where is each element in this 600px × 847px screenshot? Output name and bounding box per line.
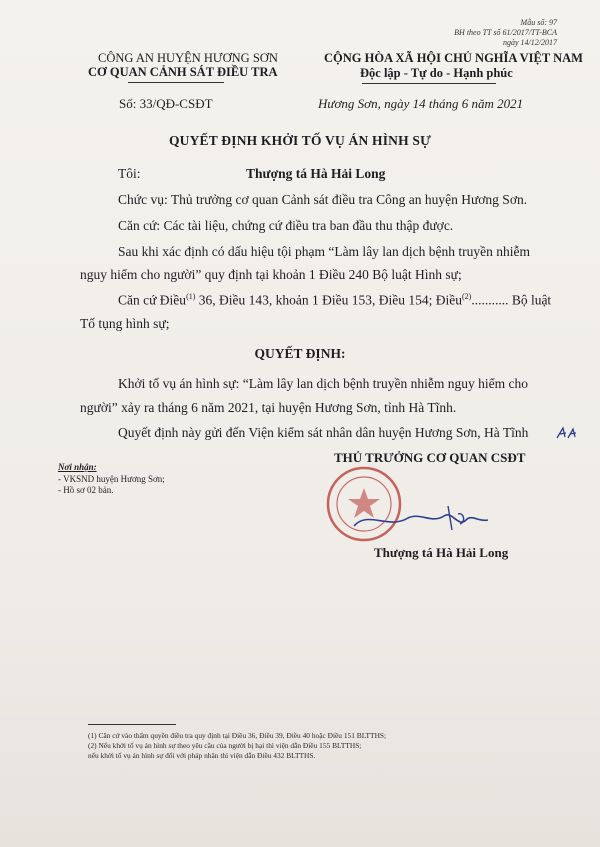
document-number: Số: 33/QĐ-CSĐT	[119, 96, 213, 111]
place-and-date: Hương Sơn, ngày 14 tháng 6 năm 2021	[318, 96, 524, 111]
basis-line-2-cont: Tố tụng hình sự;	[80, 316, 170, 331]
decision-line-1: Khởi tố vụ án hình sự: “Làm lây lan dịch bệnh truyền nhiễm nguy hiểm cho	[118, 376, 528, 391]
signature-icon	[348, 500, 498, 540]
basis-text-c: ........... Bộ luật	[471, 292, 552, 308]
footnote-1: (1) Căn cứ vào thẩm quyền điều tra quy định tại Điều 36, Điều 39, Điều 40 hoặc Điều 151 BLTTHS;	[88, 731, 387, 740]
agency-underline	[128, 82, 224, 83]
footnote-divider	[88, 724, 176, 725]
basis-line-2	[118, 292, 551, 309]
document-title: QUYẾT ĐỊNH KHỞI TỐ VỤ ÁN HÌNH SỰ	[168, 133, 432, 148]
basis-text-b: 36, Điều 143, khoản 1 Điều 153, Điều 154; Điều	[195, 292, 462, 308]
finding-line-2: nguy hiểm cho người” quy định tại khoản 1 Điều 240 Bộ luật Hình sự;	[80, 267, 462, 282]
recipient-item: - Hồ sơ 02 bản.	[58, 485, 114, 495]
motto-underline	[362, 83, 496, 84]
national-motto: Độc lập - Tự do - Hạnh phúc	[360, 66, 513, 80]
agency-department: CƠ QUAN CẢNH SÁT ĐIỀU TRA	[88, 65, 278, 79]
footnote-ref-2: (2)	[461, 292, 472, 301]
form-date: ngày 14/12/2017	[503, 38, 557, 47]
footnote-ref-1: (1)	[186, 292, 196, 301]
footnote-2: (2) Nếu khởi tố vụ án hình sự theo yêu cầu của người bị hại thì viện dẫn Điều 155 BLTTHS;	[88, 741, 362, 750]
decision-heading: QUYẾT ĐỊNH:	[254, 346, 346, 361]
basis-text-a: Căn cứ Điều	[118, 292, 187, 308]
national-title: CỘNG HÒA XÃ HỘI CHỦ NGHĨA VIỆT NAM	[324, 51, 583, 65]
recipient-item: - VKSND huyện Hương Sơn;	[58, 474, 165, 484]
toi-label: Tôi:	[118, 166, 141, 181]
form-reference	[454, 18, 557, 48]
footnote-3: nếu khởi tố vụ án hình sự đối với pháp nhân thì viện dẫn Điều 432 BLTTHS.	[88, 751, 316, 760]
signer-title: THỦ TRƯỞNG CƠ QUAN CSĐT	[334, 450, 526, 465]
decision-line-3: Quyết định này gửi đến Viện kiểm sát nhân dân huyện Hương Sơn, Hà Tĩnh	[118, 425, 529, 440]
form-circular: BH theo TT số 61/2017/TT-BCA	[454, 28, 557, 37]
position-line: Chức vụ: Thủ trưởng cơ quan Cảnh sát điều tra Công an huyện Hương Sơn.	[118, 192, 528, 207]
decision-line-2: người” xảy ra tháng 6 năm 2021, tại huyện Hương Sơn, tỉnh Hà Tĩnh.	[80, 400, 457, 415]
signer-name: Thượng tá Hà Hải Long	[374, 545, 509, 560]
issuer-name: Thượng tá Hà Hải Long	[246, 166, 386, 181]
agency-name: CÔNG AN HUYỆN HƯƠNG SƠN	[98, 51, 278, 65]
form-number: Mẫu số: 97	[520, 18, 557, 27]
handwritten-mark-icon	[555, 426, 579, 440]
basis-line-1: Căn cứ: Các tài liệu, chứng cứ điều tra ban đầu thu thập được.	[118, 218, 454, 233]
recipients-heading: Nơi nhận:	[58, 462, 97, 472]
finding-line-1: Sau khi xác định có dấu hiệu tội phạm “Làm lây lan dịch bệnh truyền nhiễm	[118, 244, 531, 259]
